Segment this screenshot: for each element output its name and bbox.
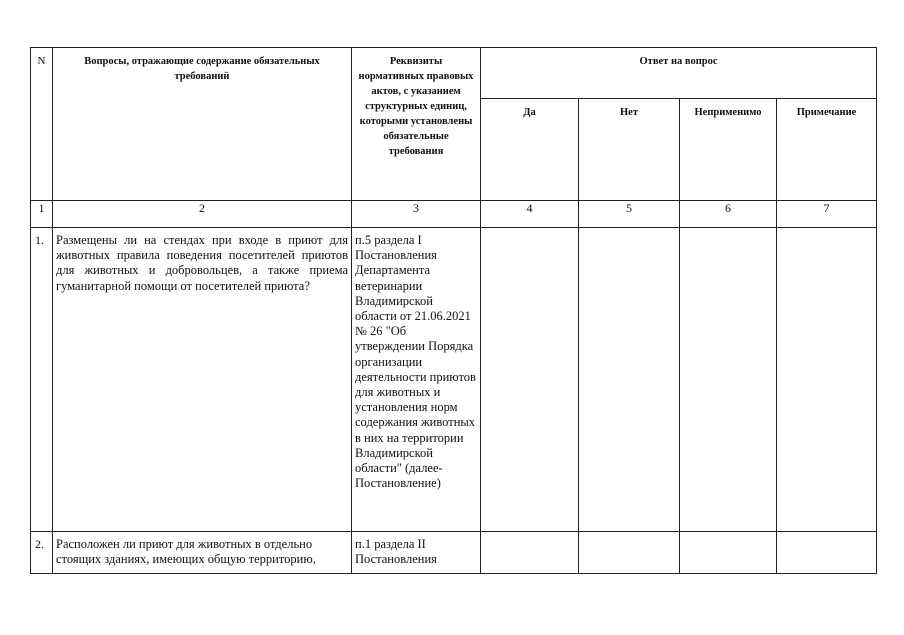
answer-no-value <box>579 532 679 541</box>
header-no <box>579 99 680 201</box>
column-number: 2 <box>53 201 352 228</box>
row-reference-text: п.1 раздела II Постановления <box>355 537 437 567</box>
answer-note-cell[interactable] <box>777 228 877 532</box>
column-number: 7 <box>777 201 877 228</box>
row-index <box>31 532 53 574</box>
header-yes-label: Да <box>523 107 536 118</box>
table-row <box>31 532 877 574</box>
column-number: 4 <box>481 201 579 228</box>
row-index <box>31 228 53 532</box>
header-note <box>777 99 877 201</box>
row-question-text: Размещены ли на стендах при входе в приют для животных правила поведения посетителей приютов для животных и добровольцев, а также приема гуманитарной помощи от посетителей приюта? <box>56 233 348 293</box>
row-index-text: 1. <box>35 233 44 247</box>
answer-note-value <box>777 228 876 237</box>
table-row <box>31 228 877 532</box>
row-question <box>53 532 352 574</box>
checklist-table <box>30 47 877 574</box>
header-note-label: Примечание <box>796 107 857 118</box>
row-reference <box>352 228 481 532</box>
header-yes <box>481 99 579 201</box>
answer-na-value <box>680 228 776 237</box>
answer-yes-cell[interactable] <box>481 228 579 532</box>
column-number-row <box>31 201 877 228</box>
answer-yes-value <box>481 228 578 237</box>
header-answer-label: Ответ на вопрос <box>639 56 718 67</box>
row-question <box>53 228 352 532</box>
column-number: 6 <box>680 201 777 228</box>
column-number: 5 <box>579 201 680 228</box>
answer-yes-value <box>481 532 578 541</box>
answer-na-value <box>680 532 776 541</box>
column-number: 1 <box>31 201 53 228</box>
header-answer <box>481 48 877 99</box>
answer-no-cell[interactable] <box>579 532 680 574</box>
column-number: 3 <box>352 201 481 228</box>
answer-note-cell[interactable] <box>777 532 877 574</box>
row-reference <box>352 532 481 574</box>
answer-na-cell[interactable] <box>680 532 777 574</box>
header-no-label: Нет <box>620 107 638 118</box>
header-requisites <box>352 48 481 201</box>
answer-yes-cell[interactable] <box>481 532 579 574</box>
header-na-label: Неприменимо <box>694 107 762 118</box>
answer-no-value <box>579 228 679 237</box>
answer-no-cell[interactable] <box>579 228 680 532</box>
header-na <box>680 99 777 201</box>
header-question-label: Вопросы, отражающие содержание обязательных требований <box>84 56 320 82</box>
answer-na-cell[interactable] <box>680 228 777 532</box>
header-row-top <box>31 48 877 99</box>
answer-note-value <box>777 532 876 541</box>
row-reference-text: п.5 раздела I Постановления Департамента ветеринарии Владимирской области от 21.06.2021 № 26 "Об утверждении Порядка организации деятельности приютов для животных и установления норм содержания животных в них на территории Владимирской области" (далее-Постановление) <box>355 233 476 491</box>
header-n <box>31 48 53 201</box>
row-index-text: 2. <box>35 537 44 551</box>
row-question-text: Расположен ли приют для животных в отдельно стоящих зданиях, имеющих общую территорию, <box>56 537 316 567</box>
header-requisites-label: Реквизиты нормативных правовых актов, с указанием структурных единиц, которыми установлены обязательные требования <box>358 56 474 157</box>
header-question <box>53 48 352 201</box>
header-n-label: N <box>37 55 46 67</box>
